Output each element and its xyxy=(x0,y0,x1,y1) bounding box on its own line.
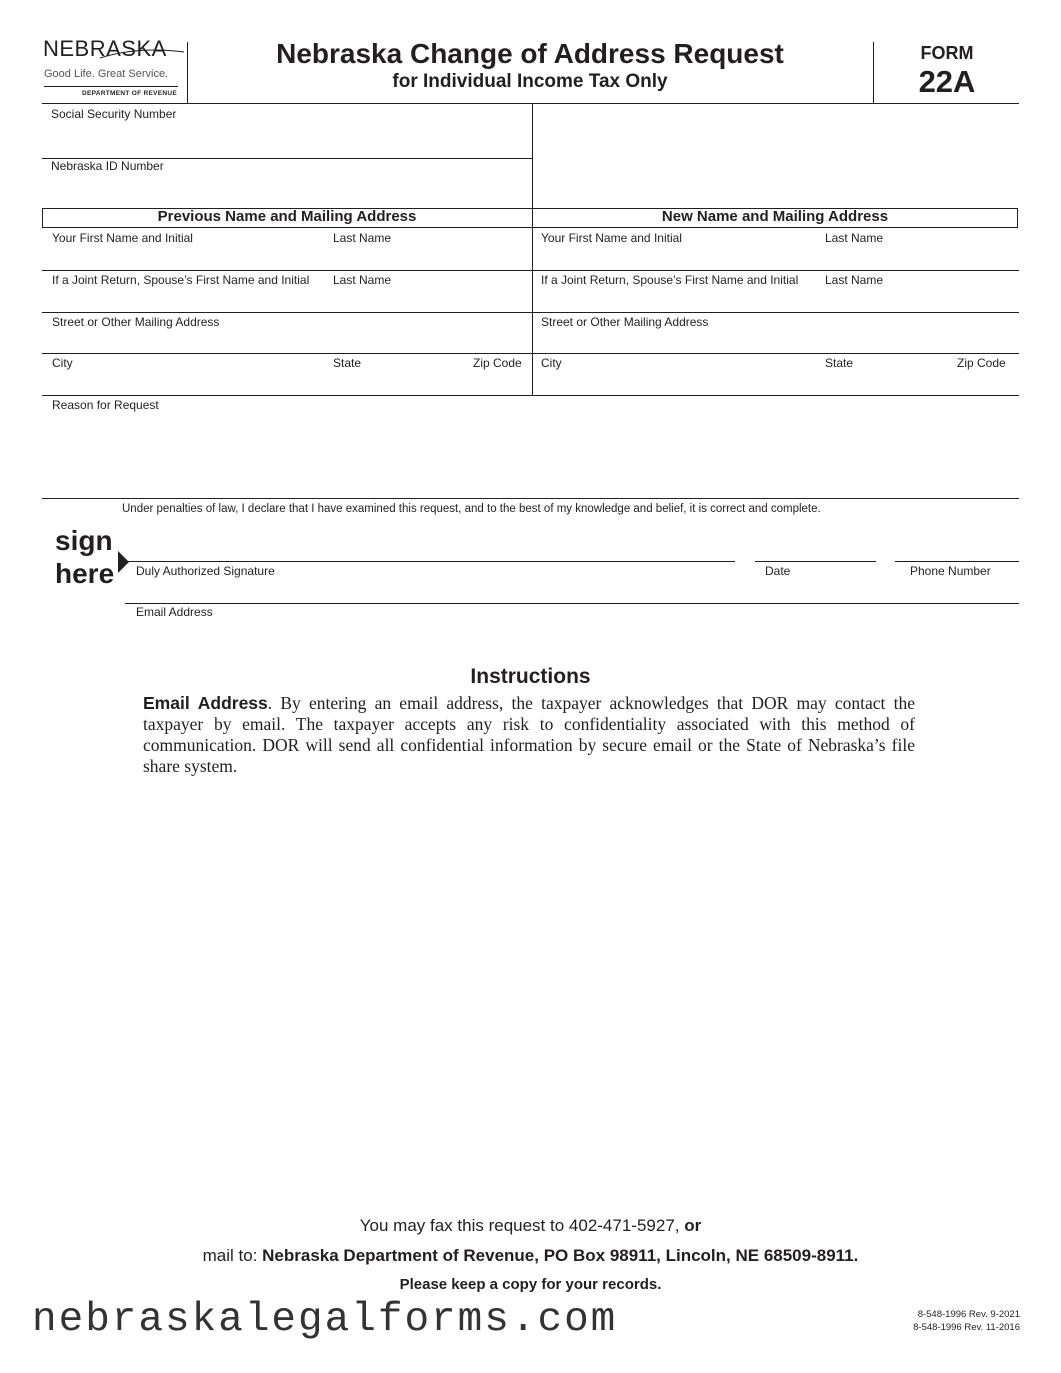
logo-swoosh-icon xyxy=(98,46,186,60)
ssn-label: Social Security Number xyxy=(51,107,177,121)
prev-city-field[interactable] xyxy=(42,369,322,395)
prev-last-name-label: Last Name xyxy=(333,231,392,245)
email-field[interactable] xyxy=(125,578,1018,603)
phone-field[interactable] xyxy=(895,525,1018,561)
prev-last-name-field[interactable] xyxy=(328,244,531,270)
new-zip-label: Zip Code xyxy=(957,356,1006,370)
prev-zip-field[interactable] xyxy=(462,369,531,395)
form-number: 22A xyxy=(918,64,976,99)
revision-code-2: 8-548-1996 Rev. 11-2016 xyxy=(913,1322,1020,1333)
new-zip-field[interactable] xyxy=(950,369,1018,395)
prev-street-field[interactable] xyxy=(42,328,531,353)
prev-first-name-label: Your First Name and Initial xyxy=(52,231,193,245)
prev-state-label: State xyxy=(333,356,362,370)
new-last-name-field[interactable] xyxy=(820,244,1018,270)
email-instruction-text: . By entering an email address, the taxpayer acknowledges that DOR may contact the taxpayer by email. The taxpayer accepts any risk to confidentiality associated with this method of communication. DOR will send all confidential information by secure email or the State of Nebraska’s file share system. xyxy=(143,693,915,776)
new-address-heading: New Name and Mailing Address xyxy=(661,208,889,225)
watermark: nebraskalegalforms.com xyxy=(32,1297,618,1343)
nebraska-id-field[interactable] xyxy=(42,172,531,207)
prev-street-label: Street or Other Mailing Address xyxy=(52,315,220,329)
date-field[interactable] xyxy=(755,525,875,561)
logo-tagline: Good Life. Great Service. xyxy=(44,68,169,80)
date-label: Date xyxy=(765,564,791,578)
new-street-field[interactable] xyxy=(533,328,1018,353)
email-instruction-heading: Email Address xyxy=(143,693,268,713)
ssn-field[interactable] xyxy=(42,120,531,158)
form-subtitle: for Individual Income Tax Only xyxy=(392,71,668,92)
signature-label: Duly Authorized Signature xyxy=(136,564,275,578)
phone-label: Phone Number xyxy=(910,564,991,578)
revision-code-1: 8-548-1996 Rev. 9-2021 xyxy=(917,1309,1020,1320)
email-label: Email Address xyxy=(136,605,213,619)
new-first-name-field[interactable] xyxy=(533,244,818,270)
sign-word: sign xyxy=(55,525,113,556)
signature-field[interactable] xyxy=(125,525,735,561)
previous-address-heading: Previous Name and Mailing Address xyxy=(157,208,417,225)
prev-spouse-last-field[interactable] xyxy=(328,286,531,312)
prev-city-label: City xyxy=(52,356,73,370)
nebraska-id-label: Nebraska ID Number xyxy=(51,159,164,173)
logo-department: DEPARTMENT OF REVENUE xyxy=(82,90,178,97)
here-word: here xyxy=(55,558,115,589)
new-city-field[interactable] xyxy=(533,369,818,395)
instructions-title: Instructions xyxy=(470,665,591,688)
keep-copy-note: Please keep a copy for your records. xyxy=(399,1276,662,1293)
new-spouse-first-field[interactable] xyxy=(533,286,818,312)
form-label: FORM xyxy=(920,43,974,63)
prev-zip-label: Zip Code xyxy=(473,356,522,370)
new-state-label: State xyxy=(825,356,854,370)
new-last-name-label: Last Name xyxy=(825,231,884,245)
prev-spouse-last-label: Last Name xyxy=(333,273,392,287)
prev-spouse-first-field[interactable] xyxy=(42,286,322,312)
new-spouse-last-field[interactable] xyxy=(820,286,1018,312)
fax-instruction: You may fax this request to 402-471-5927, or xyxy=(359,1216,702,1235)
declaration-text: Under penalties of law, I declare that I have examined this request, and to the best of my knowledge and belief, it is correct and complete. xyxy=(122,503,821,515)
new-street-label: Street or Other Mailing Address xyxy=(541,315,709,329)
new-state-field[interactable] xyxy=(820,369,945,395)
form-title: Nebraska Change of Address Request xyxy=(276,38,784,69)
new-spouse-last-label: Last Name xyxy=(825,273,884,287)
prev-first-name-field[interactable] xyxy=(42,244,322,270)
new-city-label: City xyxy=(541,356,562,370)
new-spouse-first-label: If a Joint Return, Spouse’s First Name and Initial xyxy=(541,273,799,287)
logo-wordmark: NEBRASKA xyxy=(43,36,167,61)
mail-instruction: mail to: Nebraska Department of Revenue, PO Box 98911, Lincoln, NE 68509-8911. xyxy=(202,1246,859,1265)
reason-label: Reason for Request xyxy=(52,398,159,412)
prev-spouse-first-label: If a Joint Return, Spouse’s First Name and Initial xyxy=(52,273,310,287)
prev-state-field[interactable] xyxy=(328,369,458,395)
instructions-body xyxy=(143,693,915,777)
new-first-name-label: Your First Name and Initial xyxy=(541,231,682,245)
reason-field[interactable] xyxy=(42,412,1018,498)
